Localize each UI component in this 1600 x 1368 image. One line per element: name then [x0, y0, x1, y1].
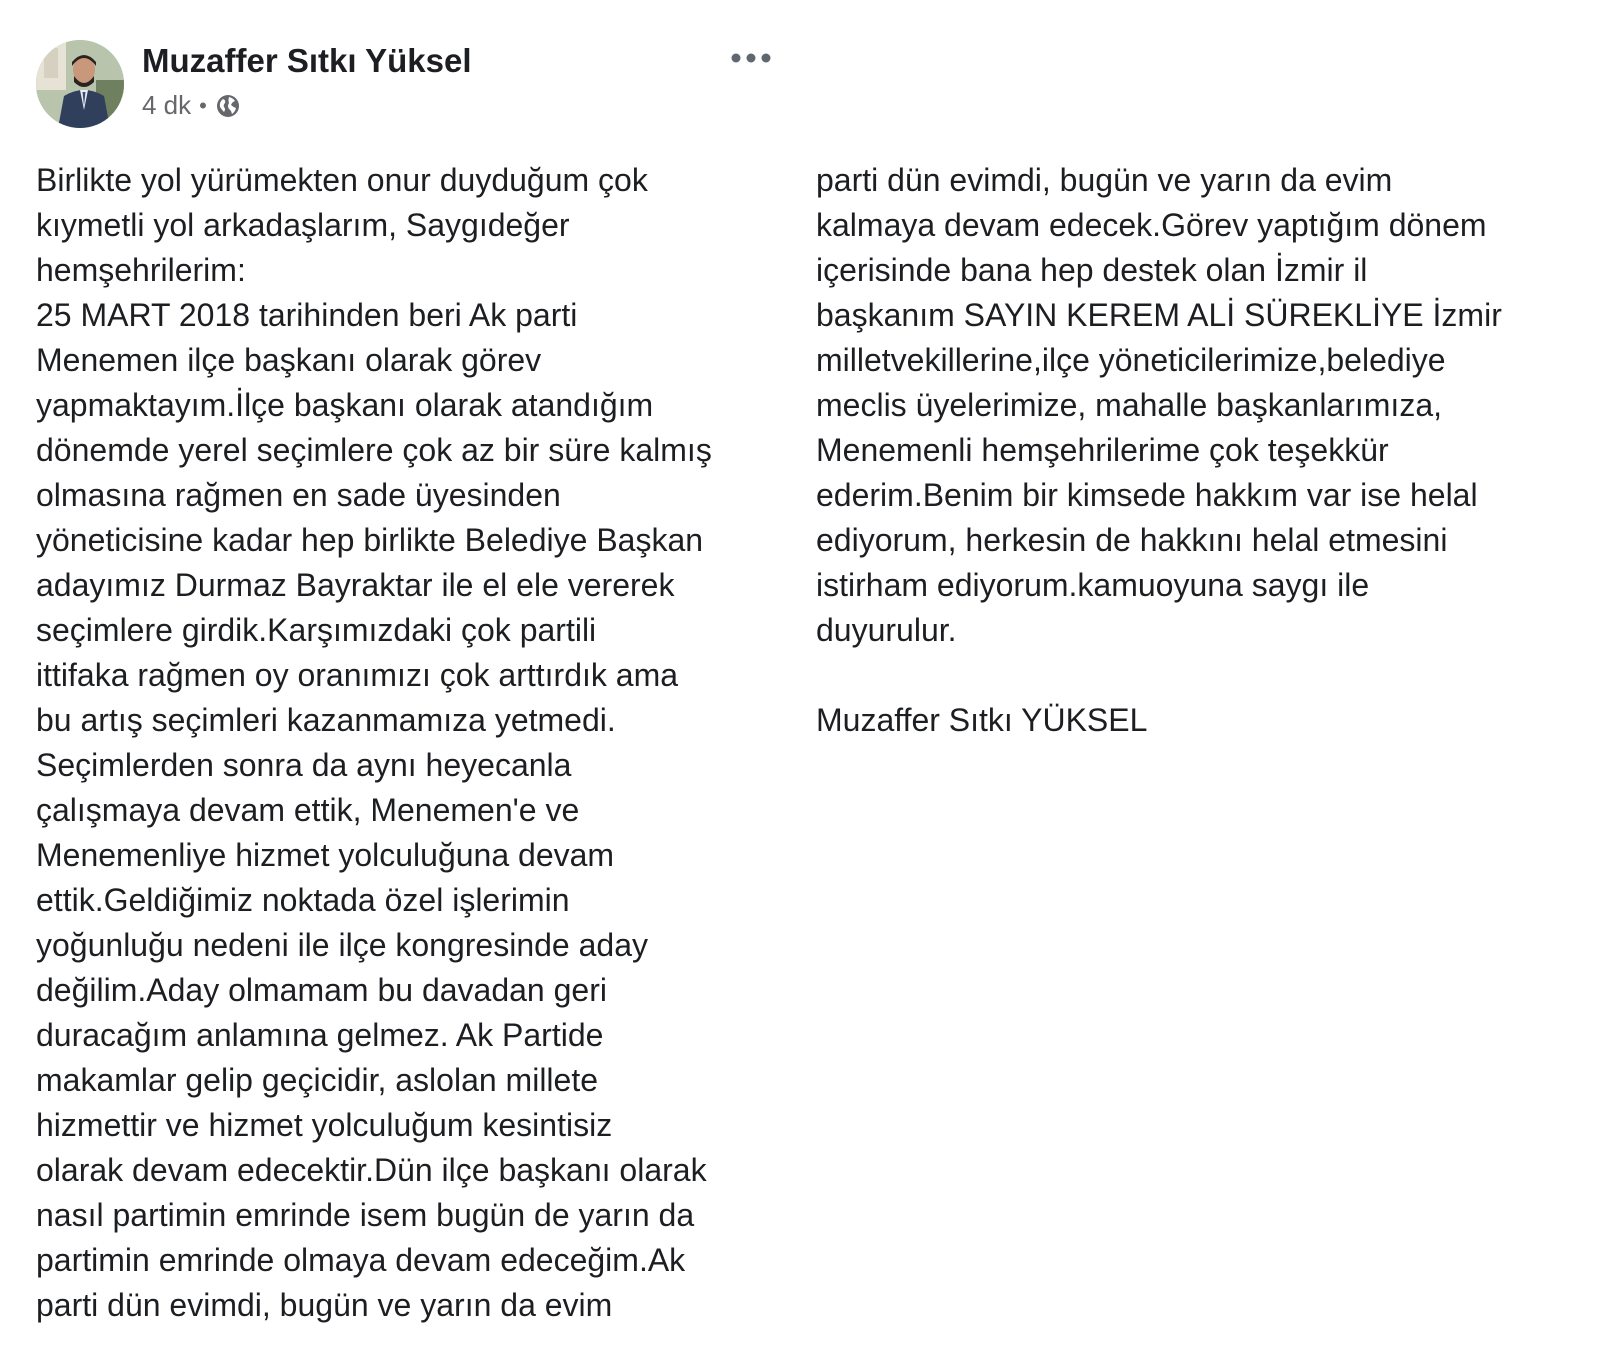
more-options-button[interactable]: [726, 46, 776, 70]
post-text-line: başkanım SAYIN KEREM ALİ SÜREKLİYE İzmir: [816, 297, 1502, 333]
post-text-line: kalmaya devam edecek.Görev yaptığım dönem: [816, 207, 1487, 243]
post-text-line: kıymetli yol arkadaşlarım, Saygıdeğer: [36, 207, 570, 243]
post-text-line: duyurulur.: [816, 612, 957, 648]
post-text-line: parti dün evimdi, bugün ve yarın da evim: [36, 1287, 613, 1323]
more-options-icon: [731, 53, 771, 63]
post-header: [36, 40, 776, 130]
avatar[interactable]: [36, 40, 124, 128]
post-meta: [142, 90, 241, 121]
post-text-line: istirham ediyorum.kamuoyuna saygı ile: [816, 567, 1370, 603]
author-name[interactable]: Muzaffer Sıtkı Yüksel: [142, 42, 472, 79]
post-text-line: makamlar gelip geçicidir, aslolan millete: [36, 1062, 599, 1098]
post-text-line: seçimlere girdik.Karşımızdaki çok partili: [36, 612, 597, 648]
post-text-left-column: [36, 158, 796, 1328]
post-text-line: 25 MART 2018 tarihinden beri Ak parti: [36, 297, 578, 333]
post-text-line: duracağım anlamına gelmez. Ak Partide: [36, 1017, 604, 1053]
post-text-line: Menemenliye hizmet yolculuğuna devam: [36, 837, 615, 873]
post-text-line: çalışmaya devam ettik, Menemen'e ve: [36, 792, 580, 828]
post-text-line: yöneticisine kadar hep birlikte Belediye Başkan: [36, 522, 704, 558]
post-text-right-column: [816, 158, 1576, 743]
meta-separator: •: [199, 92, 207, 118]
post-text-line: Menemenli hemşehrilerime çok teşekkür: [816, 432, 1389, 468]
post-text-line: hemşehrilerim:: [36, 252, 246, 288]
post-text-line: ettik.Geldiğimiz noktada özel işlerimin: [36, 882, 570, 918]
post-text-line: olmasına rağmen en sade üyesinden: [36, 477, 561, 513]
post-text-line: ederim.Benim bir kimsede hakkım var ise helal: [816, 477, 1478, 513]
post-text-line: Menemen ilçe başkanı olarak görev: [36, 342, 542, 378]
post-text-line: bu artış seçimleri kazanmamıza yetmedi.: [36, 702, 616, 738]
post-text-line: hizmettir ve hizmet yolculuğum kesintisiz: [36, 1107, 613, 1143]
post-timestamp[interactable]: 4 dk: [142, 90, 192, 120]
post-text-line: ediyorum, herkesin de hakkını helal etmesini: [816, 522, 1448, 558]
post-text-line: yapmaktayım.İlçe başkanı olarak atandığım: [36, 387, 654, 423]
post-text-line: Birlikte yol yürümekten onur duyduğum çok: [36, 162, 648, 198]
post-text-line: Muzaffer Sıtkı YÜKSEL: [816, 702, 1148, 738]
post-text-line: yoğunluğu nedeni ile ilçe kongresinde aday: [36, 927, 648, 963]
post-text-line: meclis üyelerimize, mahalle başkanlarımıza,: [816, 387, 1442, 423]
post-text-line: dönemde yerel seçimlere çok az bir süre kalmış: [36, 432, 712, 468]
post-text-line: milletvekillerine,ilçe yöneticilerimize,belediye: [816, 342, 1446, 378]
post-text-line: değilim.Aday olmamam bu davadan geri: [36, 972, 607, 1008]
post-text-line: içerisinde bana hep destek olan İzmir il: [816, 252, 1368, 288]
globe-icon[interactable]: [215, 93, 241, 119]
avatar-photo-icon: [36, 40, 124, 128]
post-text-line: nasıl partimin emrinde isem bugün de yarın da: [36, 1197, 695, 1233]
post-text-line: parti dün evimdi, bugün ve yarın da evim: [816, 162, 1393, 198]
post-text-line: olarak devam edecektir.Dün ilçe başkanı olarak: [36, 1152, 707, 1188]
post-text-line: ittifaka rağmen oy oranımızı çok arttırdık ama: [36, 657, 679, 693]
post-text-line: partimin emrinde olmaya devam edeceğim.Ak: [36, 1242, 686, 1278]
post-text-line: Seçimlerden sonra da aynı heyecanla: [36, 747, 572, 783]
post-text-line: [816, 653, 1576, 698]
post-text-line: adayımız Durmaz Bayraktar ile el ele vererek: [36, 567, 675, 603]
